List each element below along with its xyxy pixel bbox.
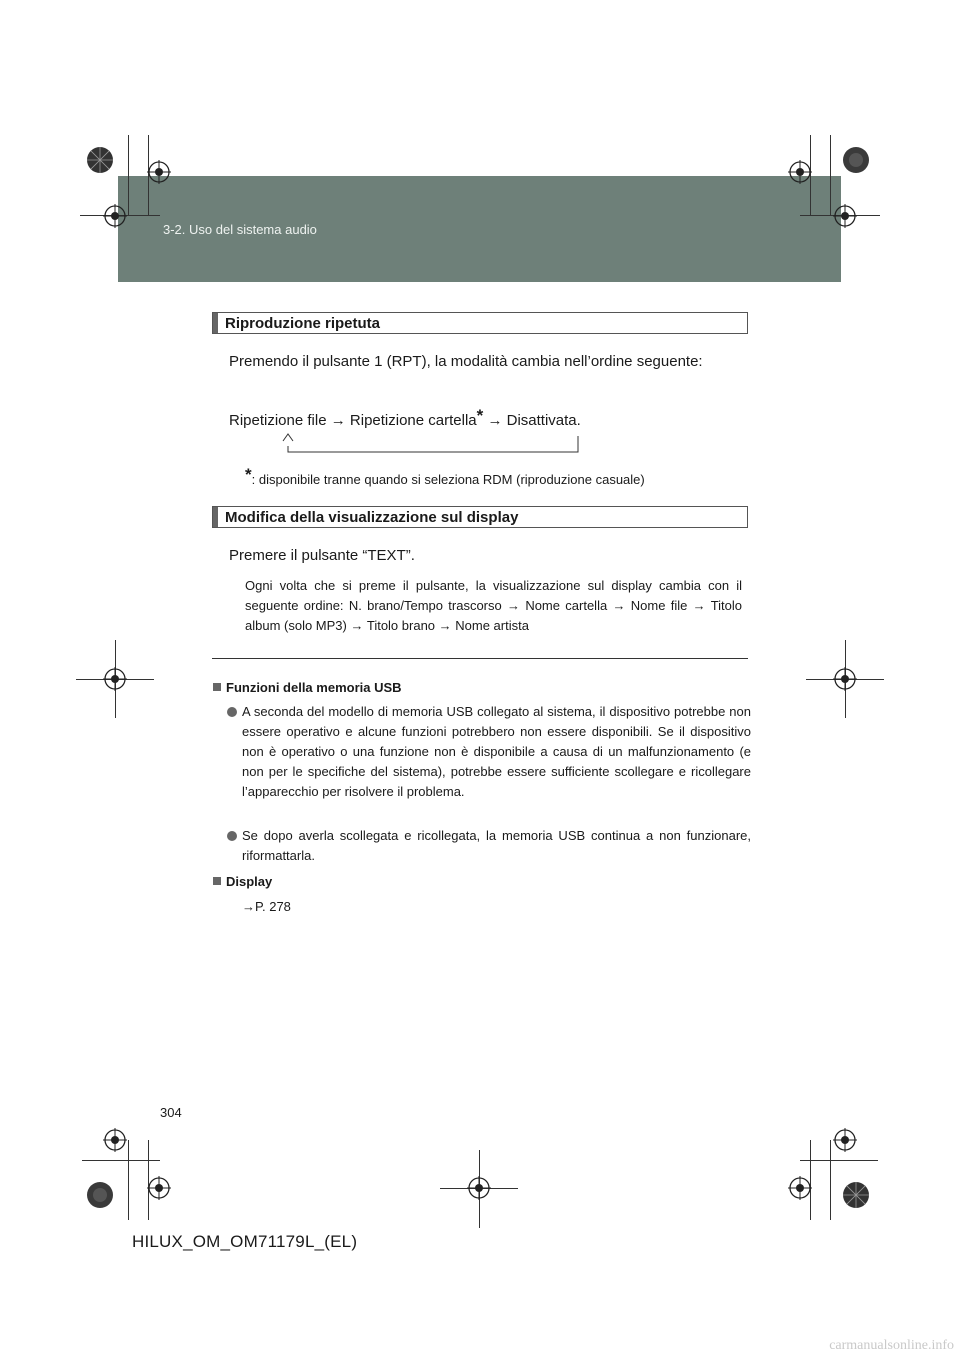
registration-mark-icon <box>833 667 857 691</box>
registration-mark-icon <box>147 160 171 184</box>
arrow: → <box>487 412 503 429</box>
heading-bar <box>213 507 218 527</box>
paragraph: Premere il pulsante “TEXT”. <box>229 547 415 564</box>
sequence-item: Disattivata. <box>506 412 581 429</box>
crop-line <box>830 135 831 215</box>
asterisk: * <box>476 406 484 425</box>
bullet-text: A seconda del modello di memoria USB collegato al sistema, il dispositivo potrebbe non essere operativo e alcune funzioni potrebbero non essere disponibili. Se il dispositivo non è operativo o una funzione non è disponibile a causa di un malfunzionamento (e non per le specifiche del sistema), potrebbe essere sufficiente scollegare e ricollegare l’apparecchio per risolvere il problema. <box>242 704 751 799</box>
note-title: Display <box>213 872 272 892</box>
heading-text: Riproduzione ripetuta <box>225 315 380 332</box>
divider <box>212 658 748 659</box>
registration-mark-icon <box>833 1128 857 1152</box>
registration-mark-icon <box>103 1128 127 1152</box>
registration-mark-icon <box>103 204 127 228</box>
square-bullet-icon <box>213 877 221 885</box>
crop-line <box>830 1140 831 1220</box>
asterisk: * <box>245 465 252 484</box>
loop-back-arrow <box>280 432 582 454</box>
color-dial-icon <box>86 146 114 174</box>
watermark: carmanualsonline.info <box>829 1338 954 1353</box>
heading-bar <box>213 313 218 333</box>
sequence-item: Ripetizione cartella <box>349 412 477 429</box>
page-number: 304 <box>160 1105 182 1120</box>
circle-bullet-icon <box>227 831 237 841</box>
arrow: → <box>330 412 346 429</box>
registration-mark-icon <box>833 204 857 228</box>
bullet-item <box>227 702 751 802</box>
paragraph: Premendo il pulsante 1 (RPT), la modalità cambia nell’ordine seguente: <box>229 353 703 370</box>
registration-mark-icon <box>103 667 127 691</box>
color-dial-icon <box>842 1181 870 1209</box>
circle-bullet-icon <box>227 707 237 717</box>
square-bullet-icon <box>213 683 221 691</box>
color-dial-icon <box>86 1181 114 1209</box>
registration-mark-icon <box>788 1176 812 1200</box>
page-reference[interactable]: →P. 278 <box>242 899 291 914</box>
section-heading <box>212 506 748 528</box>
footnote <box>245 465 645 490</box>
crop-line <box>800 1160 878 1161</box>
section-heading <box>212 312 748 334</box>
registration-mark-icon <box>147 1176 171 1200</box>
bullet-item <box>227 826 751 866</box>
bullet-text: Se dopo averla scollegata e ricollegata, la memoria USB continua a non funzionare, riformattarla. <box>242 828 751 863</box>
book-info-line: HILUX_OM_OM71179L_(EL).book Page 304 Wednesday, May 16, 2012 11:37 AM <box>180 166 567 176</box>
crop-line <box>128 135 129 215</box>
sequence-line <box>229 403 581 433</box>
footnote-text: : disponibile tranne quando si seleziona RDM (riproduzione casuale) <box>251 472 645 487</box>
sequence-item: Ripetizione file <box>229 412 327 429</box>
registration-mark-icon <box>467 1176 491 1200</box>
section-label: 3-2. Uso del sistema audio <box>163 222 317 237</box>
note-paragraph: Ogni volta che si preme il pulsante, la visualizzazione sul display cambia con il seguente ordine: N. brano/Tempo trascorso → Nome cartella → Nome file → Titolo album (solo MP3) → Titolo brano → Nome artista <box>245 578 742 633</box>
note-title: Funzioni della memoria USB <box>213 678 402 698</box>
heading-text: Modifica della visualizzazione sul display <box>225 509 519 526</box>
registration-mark-icon <box>788 160 812 184</box>
color-dial-icon <box>842 146 870 174</box>
crop-line <box>128 1140 129 1220</box>
manual-code: HILUX_OM_OM71179L_(EL) <box>132 1232 358 1251</box>
